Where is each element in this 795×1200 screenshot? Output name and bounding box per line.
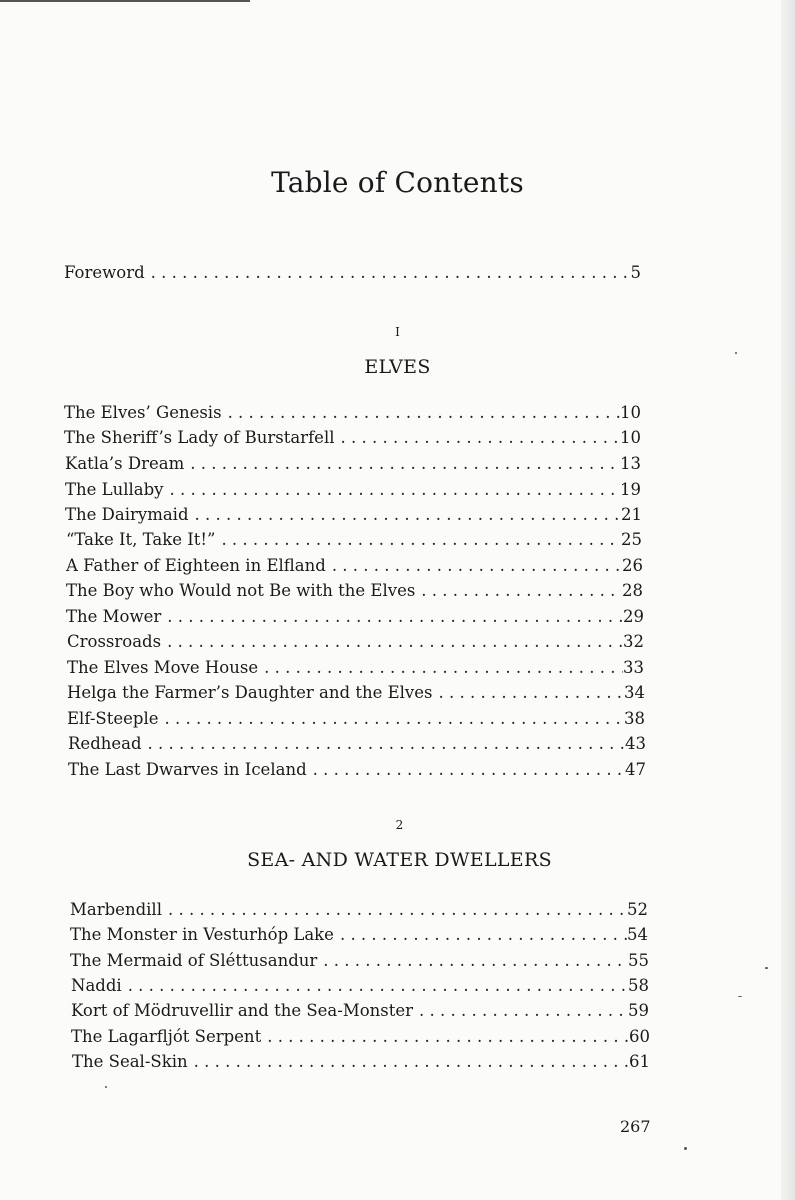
toc-entry [71,999,649,1023]
toc-entry-page: 26 [622,556,643,575]
toc-entry-title: Foreword [64,263,145,282]
toc-entry-title: The Monster in Vesturhóp Lake [70,925,334,944]
toc-entry-page: 34 [624,683,645,702]
dot-leader [415,579,622,603]
dot-leader [215,528,621,552]
toc-entry [65,503,642,527]
dot-leader [432,681,624,705]
toc-entry [70,898,648,922]
toc-entry-title: The Dairymaid [65,505,189,524]
toc-entry-page: 55 [628,951,649,970]
toc-entry-title: The Elves Move House [67,658,259,677]
dot-leader [189,503,621,527]
toc-entry-page: 28 [622,581,643,600]
part-number: I [395,325,400,339]
dot-leader [258,656,623,680]
toc-entry-title: Elf-Steeple [67,709,159,728]
toc-entry-page: 13 [620,454,641,473]
dot-leader [222,401,620,425]
toc-entry-title: “Take It, Take It!” [66,530,216,549]
toc-entry [66,554,643,578]
toc-entry-page: 54 [627,925,648,944]
dot-leader [164,478,620,502]
toc-entry-title: Crossroads [67,632,162,651]
toc-entry-title: The Boy who Would not Be with the Elves [66,581,416,600]
dot-leader [158,707,624,731]
dot-leader [161,605,623,629]
toc-entry [65,452,641,476]
dot-leader [184,452,620,476]
toc-entry-page: 52 [627,900,648,919]
toc-entry-title: Helga the Farmer’s Daughter and the Elves [67,683,433,702]
toc-entry-title: The Elves’ Genesis [64,403,222,422]
toc-entry-title: The Lagarfljót Serpent [71,1027,262,1046]
dot-leader [142,732,625,756]
scan-speck [735,352,737,354]
toc-entry-title: Katla’s Dream [65,454,185,473]
toc-entry [64,426,641,450]
dot-leader [162,898,627,922]
toc-entry [66,579,643,603]
toc-entry [67,630,644,654]
toc-entry [71,974,649,998]
toc-entry-page: 5 [630,263,641,282]
toc-entry-page: 32 [623,632,644,651]
dot-leader [307,758,625,782]
toc-entry-page: 61 [629,1052,650,1071]
dot-leader [188,1050,629,1074]
toc-entry-title: The Mermaid of Sléttusandur [70,951,318,970]
dot-leader [335,426,621,450]
dot-leader [326,554,622,578]
toc-entry-page: 21 [621,505,642,524]
scan-speck [738,996,742,997]
toc-entry-title: Naddi [71,976,122,995]
toc-entry [68,758,646,782]
page-title: Table of Contents [271,166,524,199]
toc-entry-title: Redhead [68,734,142,753]
part-title: ELVES [364,356,431,378]
toc-entry-page: 47 [625,760,646,779]
toc-entry [67,656,644,680]
scan-edge [0,0,250,2]
toc-entry-page: 59 [628,1001,649,1020]
toc-entry [66,605,644,629]
toc-entry-page: 29 [623,607,644,626]
toc-entry [67,707,645,731]
toc-entry-page: 60 [629,1027,650,1046]
dot-leader [334,923,627,947]
toc-entry [67,681,645,705]
toc-entry-title: Marbendill [70,900,162,919]
toc-entry-page: 58 [628,976,649,995]
toc-entry-page: 10 [620,428,641,447]
toc-entry [66,528,642,552]
part-number: 2 [395,818,404,832]
scan-speck [684,1147,687,1150]
toc-entry-foreword [64,261,641,285]
toc-entry-title: The Last Dwarves in Iceland [68,760,307,779]
toc-entry [68,732,646,756]
dot-leader [161,630,623,654]
toc-entry [64,401,641,425]
toc-entry-title: Kort of Mödruvellir and the Sea-Monster [71,1001,414,1020]
toc-entry [71,1025,650,1049]
toc-entry-title: A Father of Eighteen in Elfland [66,556,326,575]
toc-entry-page: 38 [624,709,645,728]
part-title: SEA- AND WATER DWELLERS [247,849,552,871]
toc-entry-page: 19 [620,480,641,499]
toc-entry-page: 43 [625,734,646,753]
dot-leader [317,949,628,973]
toc-entry-page: 33 [623,658,644,677]
toc-entry-title: The Seal-Skin [72,1052,188,1071]
page-number: 267 [620,1117,651,1136]
toc-entry [70,949,649,973]
dot-leader [261,1025,629,1049]
scan-speck [105,1086,107,1088]
dot-leader [413,999,628,1023]
dot-leader [122,974,628,998]
toc-entry-title: The Mower [66,607,162,626]
toc-entry-page: 25 [621,530,642,549]
toc-entry [72,1050,650,1074]
toc-entry-page: 10 [620,403,641,422]
toc-entry [65,478,641,502]
dot-leader [145,261,631,285]
toc-entry [70,923,648,947]
toc-entry-title: The Lullaby [65,480,164,499]
scan-speck [765,967,768,969]
toc-entry-title: The Sheriff’s Lady of Burstarfell [64,428,335,447]
